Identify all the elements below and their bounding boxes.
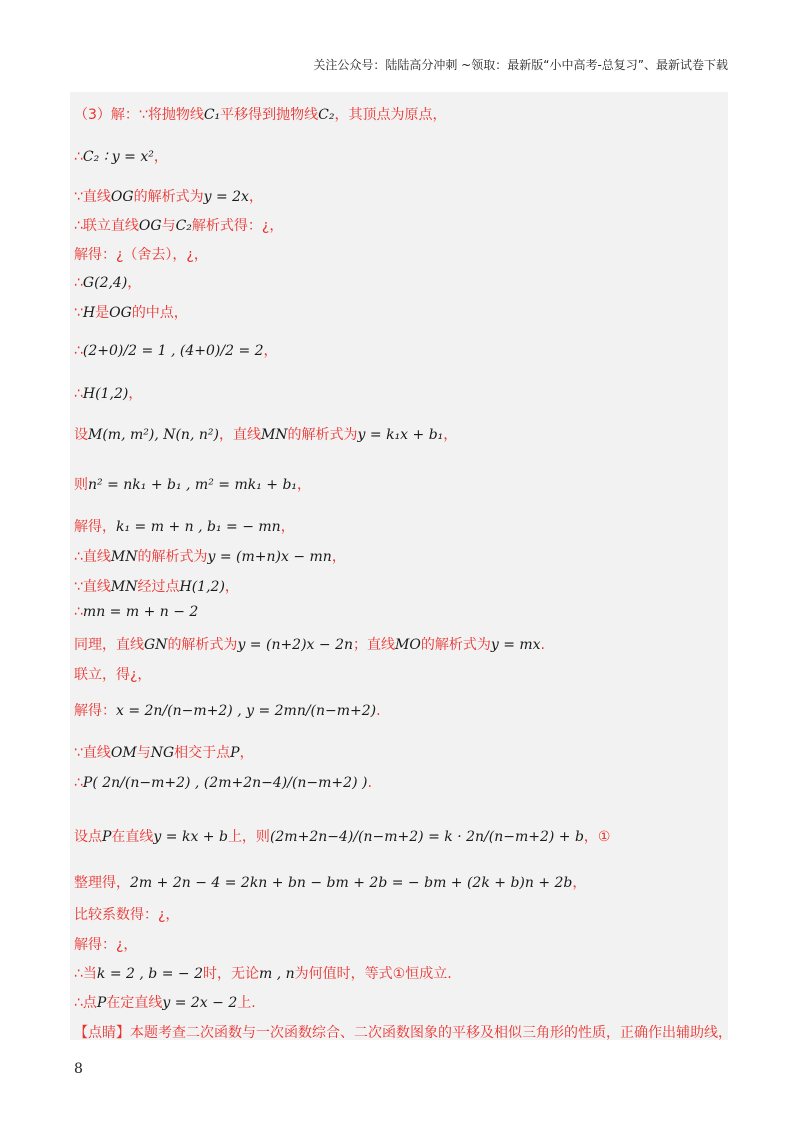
- math-run: C₂: [318, 107, 335, 123]
- math-run: m , n: [258, 966, 295, 982]
- math-run: 2m + 2n − 4 = 2kn + bn − bm + 2b = − bm + (2k + b)n + 2b: [130, 875, 573, 891]
- math-run: H: [82, 305, 96, 321]
- text-run: ，其顶点为原点，: [334, 107, 447, 123]
- math-run: MN: [110, 579, 138, 595]
- math-run: H(1,2): [179, 579, 225, 595]
- text-run: 与: [161, 218, 176, 234]
- text-run: .: [540, 637, 545, 653]
- solution-line: [74, 664, 151, 684]
- text-run: 的中点，: [131, 305, 188, 321]
- text-run: ∴联立直线: [74, 218, 139, 234]
- solution-line: [74, 775, 372, 791]
- solution-line: [74, 104, 446, 124]
- math-run: k = 2 , b = − 2: [96, 966, 203, 982]
- math-run: x = 2n/(n−m+2) , y = 2mn/(n−m+2): [116, 703, 377, 719]
- math-run: OG: [109, 305, 132, 321]
- text-run: ，: [297, 477, 312, 493]
- text-run: 在定直线: [106, 995, 163, 1011]
- math-run: M(m, m²), N(n, n²): [88, 427, 219, 443]
- solution-line: [74, 340, 278, 360]
- text-run: ∴当: [74, 966, 97, 982]
- text-run: .: [367, 775, 372, 791]
- math-run: P( 2n/(n−m+2) , (2m+2n−4)/(n−m+2) ): [82, 775, 368, 791]
- text-run: ，: [127, 275, 142, 291]
- text-run: ，: [572, 875, 587, 891]
- math-run: mn = m + n − 2: [82, 604, 199, 620]
- text-run: ∴: [74, 386, 83, 402]
- solution-line: [74, 742, 254, 762]
- math-run: C₂ ∶ y = x²: [82, 149, 154, 165]
- text-run: 联立，得¿，: [74, 667, 152, 683]
- math-run: P: [230, 745, 240, 761]
- solution-line: [74, 546, 346, 566]
- text-run: 上.: [237, 995, 256, 1011]
- text-run: ∴: [74, 149, 83, 165]
- solution-line: [74, 383, 142, 403]
- page-header: 关注公众号：陆陆高分冲刺 ~领取：最新版“小中高考-总复习”、最新试卷下载: [313, 58, 728, 72]
- solution-line: [74, 215, 283, 235]
- text-run: 的解析式为: [137, 549, 208, 565]
- solution-line: [74, 474, 311, 494]
- math-run: NG: [150, 745, 175, 761]
- math-run: (2m+2n−4)/(n−m+2) = k · 2n/(n−m+2) + b: [269, 829, 584, 845]
- text-run: ∴: [74, 343, 83, 359]
- solution-line: [74, 634, 545, 654]
- text-run: ，: [331, 549, 346, 565]
- math-run: G(2,4): [82, 275, 128, 291]
- text-run: 的解析式为: [133, 189, 204, 205]
- text-run: ∵直线: [74, 745, 111, 761]
- math-run: P: [102, 829, 112, 845]
- math-run: y = 2x: [203, 189, 249, 205]
- text-run: 解得：: [74, 703, 116, 719]
- text-run: ；直线: [353, 637, 396, 653]
- text-run: ∵直线: [74, 189, 111, 205]
- solution-line: [74, 604, 198, 620]
- solution-line: [74, 992, 256, 1012]
- text-run: 解析式得：¿，: [191, 218, 284, 234]
- text-run: ，: [263, 343, 278, 359]
- solution-line: [74, 516, 295, 536]
- math-run: k₁ = m + n , b₁ = − mn: [116, 519, 281, 535]
- math-run: MO: [395, 637, 421, 653]
- math-run: OG: [138, 218, 162, 234]
- text-run: .: [376, 703, 381, 719]
- text-run: 在直线: [111, 829, 154, 845]
- text-run: ，: [280, 519, 295, 535]
- solution-line: [74, 872, 586, 892]
- math-run: y = (m+n)x − mn: [207, 549, 332, 565]
- text-run: ，直线: [218, 427, 261, 443]
- text-run: 的解析式为: [287, 427, 358, 443]
- solution-line: [74, 904, 179, 924]
- text-run: ∴: [74, 604, 83, 620]
- page-number: 8: [74, 1061, 83, 1077]
- solution-line: [74, 272, 141, 292]
- solution-line: [74, 576, 239, 596]
- text-run: 解得，: [74, 519, 116, 535]
- text-run: 的解析式为: [167, 637, 238, 653]
- math-run: C₁: [203, 107, 221, 123]
- text-run: 经过点: [137, 579, 180, 595]
- math-run: n² = nk₁ + b₁ , m² = mk₁ + b₁: [88, 477, 298, 493]
- text-run: ，: [248, 189, 263, 205]
- text-run: ∴点: [74, 995, 97, 1011]
- solution-line: [74, 934, 137, 954]
- text-run: ，: [443, 427, 458, 443]
- text-run: 则: [74, 477, 88, 493]
- text-run: 设: [74, 427, 88, 443]
- text-run: ∵直线: [74, 579, 111, 595]
- text-run: ∵: [74, 305, 83, 321]
- text-run: 相交于点: [174, 745, 231, 761]
- math-run: P: [96, 995, 107, 1011]
- math-run: C₂: [175, 218, 192, 234]
- text-run: （3）解：∵将抛物线: [74, 107, 204, 123]
- solution-line: [74, 424, 457, 444]
- solution-line: [74, 302, 188, 322]
- text-run: 上，则: [227, 829, 270, 845]
- text-run: ∴: [74, 775, 83, 791]
- solution-line: [74, 244, 208, 264]
- text-run: 解得：¿（舍去），¿，: [74, 247, 208, 263]
- math-run: (2+0)/2 = 1 , (4+0)/2 = 2: [82, 343, 264, 359]
- math-run: y = mx: [490, 637, 541, 653]
- text-run: 整理得，: [74, 875, 130, 891]
- text-run: 为何值时，等式①恒成立.: [294, 966, 452, 982]
- text-run: 时，无论: [202, 966, 259, 982]
- text-run: ，: [128, 386, 143, 402]
- solution-line: [74, 146, 168, 166]
- text-run: 【点睛】本题考查二次函数与一次函数综合、二次函数图象的平移及相似三角形的性质，正确作出辅助线，: [74, 1025, 732, 1041]
- text-run: ，: [153, 149, 168, 165]
- math-run: OG: [110, 189, 134, 205]
- text-run: 比较系数得：¿，: [74, 907, 180, 923]
- text-run: 是: [95, 305, 110, 321]
- math-run: y = 2x − 2: [162, 995, 238, 1011]
- text-run: ∴: [74, 275, 83, 291]
- math-run: y = (n+2)x − 2n: [237, 637, 354, 653]
- solution-line: [74, 186, 263, 206]
- text-run: ，: [224, 579, 239, 595]
- math-run: y = kx + b: [153, 829, 228, 845]
- text-run: ∴直线: [74, 549, 111, 565]
- text-run: 解得：¿，: [74, 937, 138, 953]
- math-run: MN: [260, 427, 288, 443]
- text-run: ，: [239, 745, 254, 761]
- text-run: ，①: [583, 829, 611, 845]
- math-run: H(1,2): [82, 386, 129, 402]
- solution-line: [74, 1022, 732, 1042]
- text-run: 平移得到抛物线: [220, 107, 319, 123]
- math-run: OM: [110, 745, 137, 761]
- text-run: 与: [136, 745, 151, 761]
- solution-line: [74, 700, 381, 720]
- math-run: GN: [144, 637, 168, 653]
- text-run: 的解析式为: [420, 637, 491, 653]
- text-run: 设点: [74, 829, 102, 845]
- math-run: MN: [110, 549, 138, 565]
- solution-line: [74, 963, 452, 983]
- math-run: y = k₁x + b₁: [357, 427, 444, 443]
- solution-line: [74, 826, 610, 846]
- text-run: 同理，直线: [74, 637, 144, 653]
